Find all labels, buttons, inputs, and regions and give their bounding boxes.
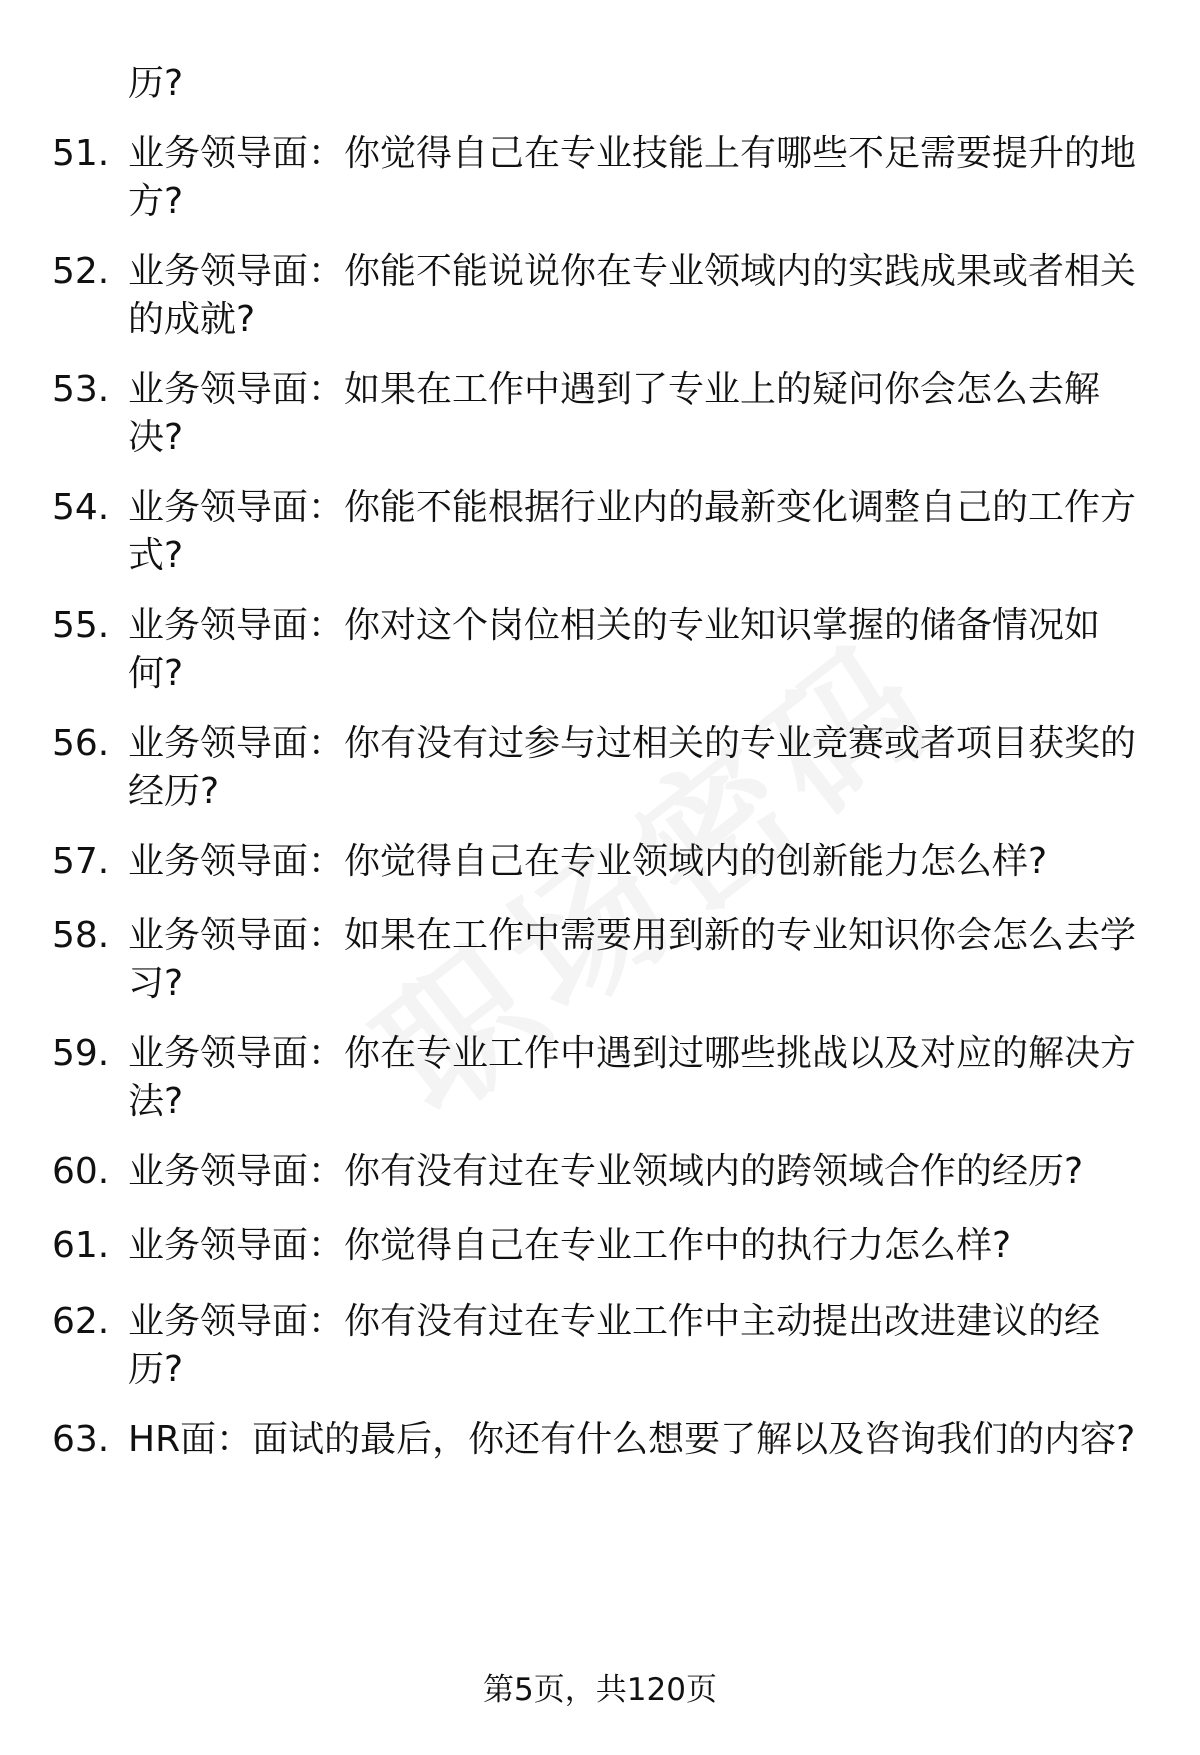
item-number: 57. — [52, 841, 110, 882]
item-text: HR面：面试的最后，你还有什么想要了解以及咨询我们的内容? — [128, 1419, 1136, 1460]
item-number: 63. — [52, 1419, 110, 1460]
item-text: 业务领导面：你有没有过参与过相关的专业竞赛或者项目获奖的经历? — [128, 723, 1137, 812]
item-number: 60. — [52, 1151, 110, 1192]
item-text: 业务领导面：你有没有过在专业领域内的跨领域合作的经历? — [128, 1151, 1084, 1192]
item-text: 业务领导面：你觉得自己在专业领域内的创新能力怎么样? — [128, 841, 1048, 882]
item-number: 58. — [52, 915, 110, 956]
item-number: 54. — [52, 487, 110, 528]
item-text: 业务领导面：如果在工作中需要用到新的专业知识你会怎么去学习? — [128, 915, 1137, 1004]
item-text: 业务领导面：你能不能说说你在专业领域内的实践成果或者相关的成就? — [128, 251, 1137, 340]
item-text: 业务领导面：你在专业工作中遇到过哪些挑战以及对应的解决方法? — [128, 1033, 1137, 1122]
item-number: 52. — [52, 251, 110, 292]
continued-text: 历? — [128, 63, 184, 104]
item-text: 业务领导面：你觉得自己在专业技能上有哪些不足需要提升的地方? — [128, 133, 1137, 222]
item-text: 业务领导面：你觉得自己在专业工作中的执行力怎么样? — [128, 1225, 1012, 1266]
page-footer: 第5页，共120页 — [483, 1672, 717, 1708]
item-text: 业务领导面：你有没有过在专业工作中主动提出改进建议的经历? — [128, 1301, 1101, 1390]
item-number: 53. — [52, 369, 110, 410]
item-number: 59. — [52, 1033, 110, 1074]
item-number: 51. — [52, 133, 110, 174]
item-text: 业务领导面：如果在工作中遇到了专业上的疑问你会怎么去解决? — [128, 369, 1101, 458]
item-number: 62. — [52, 1301, 110, 1342]
item-number: 56. — [52, 723, 110, 764]
item-number: 55. — [52, 605, 110, 646]
item-text: 业务领导面：你能不能根据行业内的最新变化调整自己的工作方式? — [128, 487, 1137, 576]
item-number: 61. — [52, 1225, 110, 1266]
item-text: 业务领导面：你对这个岗位相关的专业知识掌握的储备情况如何? — [128, 605, 1101, 694]
